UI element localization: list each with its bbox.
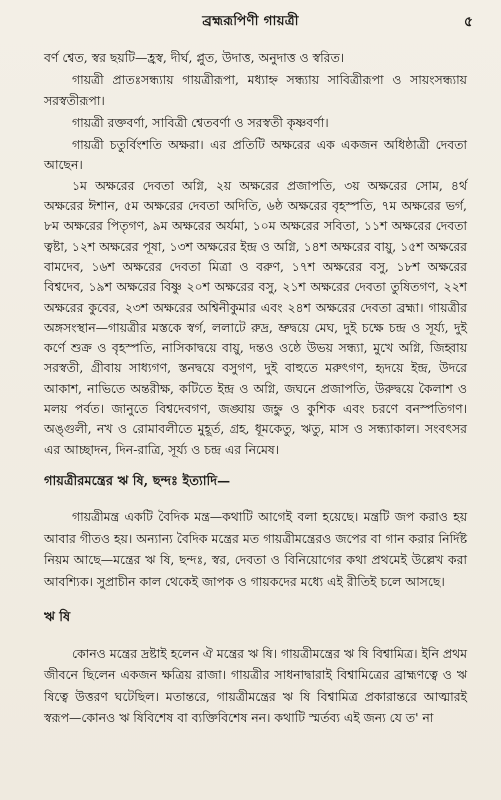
- section-rishi: [44, 643, 467, 729]
- paragraph-vedic-mantra: গায়ত্রীমন্ত্র একটি বৈদিক মন্ত্র—কথাটি আগেই বলা হয়েছে। মন্ত্রটি জপ করাও হয় আবার গীতও হয়। অন্যান্য বৈদিক মন্ত্রের মত গায়ত্রীমন্ত্রেরও জপের বা গান করার নির্দিষ্ট নিয়ম আছে—মন্ত্রের ঋ ষি, ছন্দঃ, স্বর, দেবতা ও বিনিয়োগের কথা প্রথমেই উল্লেখ করা আবশ্যিক। সুপ্রাচীন কাল থেকেই জাপক ও গায়কদের মধ্যে এই রীতিই চলে আসছে।: [44, 509, 467, 589]
- paragraph-vishwamitra: কোনও মন্ত্রের দ্রষ্টাই হলেন ঐ মন্ত্রের ঋ ষি। গায়ত্রীমন্ত্রের ঋ ষি বিশ্বামিত্র। ইনি প্রথম জীবনে ছিলেন একজন ক্ষত্রিয় রাজা। গায়ত্রীর সাধনাদ্বারাই বিশ্বামিত্রের ব্রাহ্মণত্বে ও ঋ ষিত্বে উত্তরণ ঘটেছিল। মতান্তরে, গায়ত্রীমন্ত্রের ঋ ষি বিশ্বামিত্র প্রকারান্তরে আত্মারই স্বরূপ—কোনও ঋ ষিবিশেষ বা ব্যক্তিবিশেষ নন। কথাটি স্মর্তব্য এই জন্য যে ত' না: [44, 645, 467, 726]
- section-heading-rishi-chhanda: গায়ত্রীরমন্ত্রের ঋ ষি, ছন্দঃ ইত্যাদি—: [44, 473, 231, 489]
- page-number: ৫: [463, 14, 473, 30]
- running-head-title: ব্রহ্মরূপিণী গায়ত্রী: [202, 13, 299, 29]
- page-body: [44, 46, 467, 729]
- section-heading-rishi: ঋ ষি: [44, 610, 71, 626]
- paragraph-varna: বর্ণ শ্বেত, স্বর ছয়টি—হ্রস্ব, দীর্ঘ, প্লুত, উদাত্ত, অনুদাত্ত ও স্বরিত।: [44, 50, 345, 65]
- page-header: [0, 10, 501, 32]
- paragraph-colors: গায়ত্রী রক্তবর্ণা, সাবিত্রী শ্বেতবর্ণা ও সরস্বতী কৃষ্ণবর্ণা।: [72, 114, 329, 130]
- paragraph-letter-deities: ১ম অক্ষরের দেবতা অগ্নি, ২য় অক্ষরের প্রজাপতি, ৩য় অক্ষরের সোম, ৪র্থ অক্ষরের ঈশান, ৫ম অক্ষরের দেবতা অদিতি, ৬ষ্ঠ অক্ষরের বৃহস্পতি, ৭ম অক্ষরের ভর্গ, ৮ম অক্ষরের পিতৃগণ, ৯ম অক্ষরের অর্যমা, ১০ম অক্ষরের সবিতা, ১১শ অক্ষরের দেবতা ত্বষ্টা, ১২শ অক্ষরের পূষা, ১৩শ অক্ষরের ইন্দ্র ও অগ্নি, ১৪শ অক্ষরের বায়ু, ১৫শ অক্ষরের বামদেব, ১৬শ অক্ষরের দেবতা মিত্রা ও বরুণ, ১৭শ অক্ষরের বসু, ১৮শ অক্ষরের বিশ্বদেব, ১৯শ অক্ষরের বিষ্ণু ২০শ অক্ষরের বসু, ২১শ অক্ষরের দেবতা তুষিতগণ, ২২শ অক্ষরের কুবের, ২৩শ অক্ষরের অশ্বিনীকুমার এবং ২৪শ অক্ষরের দেবতা ব্রহ্মা। গায়ত্রীর অঙ্গসংস্থান—গায়ত্রীর মস্তকে স্বর্গ, ললাটে রুদ্র, ভ্রুদ্বয়ে মেঘ, দুই চক্ষে চন্দ্র ও সূর্য্য, দুই কর্ণে শুক্র ও বৃহস্পতি, নাসিকাদ্বয়ে বায়ু, দন্তও ওষ্ঠে উভয় সন্ধ্যা, মুখে অগ্নি, জিহ্বায় সরস্বতী, গ্রীবায় সাধ্যগণ, স্তনদ্বয়ে বসুগণ, দুই বাহুতে মরুৎগণ, হৃদয়ে ইন্দ্র, উদরে আকাশ, নাভিতে অন্তরীক্ষ, কটিতে ইন্দ্র ও অগ্নি, জঘনে প্রজাপতি, উরুদ্বয়ে কৈলাশ ও মলয় পর্বত। জানুতে বিশ্বদেবগণ, জঙ্ঘায় জহ্নু ও কুশিক এবং চরণে বনস্পতিগণ। অঙ্গুলী, নখ ও রোমাবলীতে মুহূর্ত, গ্রহ, ধূমকেতু, ঋতু, মাস ও সন্ধ্যাকাল। সংবৎসর এর আচ্ছাদন, দিন-রাত্রি, সূর্য্য ও চন্দ্র এর নিমেষ।: [44, 177, 467, 457]
- paragraph-twenty-four-letters: গায়ত্রী চতুর্বিংশতি অক্ষরা। এর প্রতিটি অক্ষরের এক একজন অধিষ্ঠাত্রী দেবতা আছেন।: [44, 137, 467, 173]
- paragraph-sandhya-forms: গায়ত্রী প্রাতঃসন্ধ্যায় গায়ত্রীরূপা, মধ্যাহ্ন সন্ধ্যায় সাবিত্রীরূপা ও সায়ংসন্ধ্যায় সরস্বতীরূপা।: [44, 72, 467, 108]
- section-rishi-chhanda: [44, 506, 467, 592]
